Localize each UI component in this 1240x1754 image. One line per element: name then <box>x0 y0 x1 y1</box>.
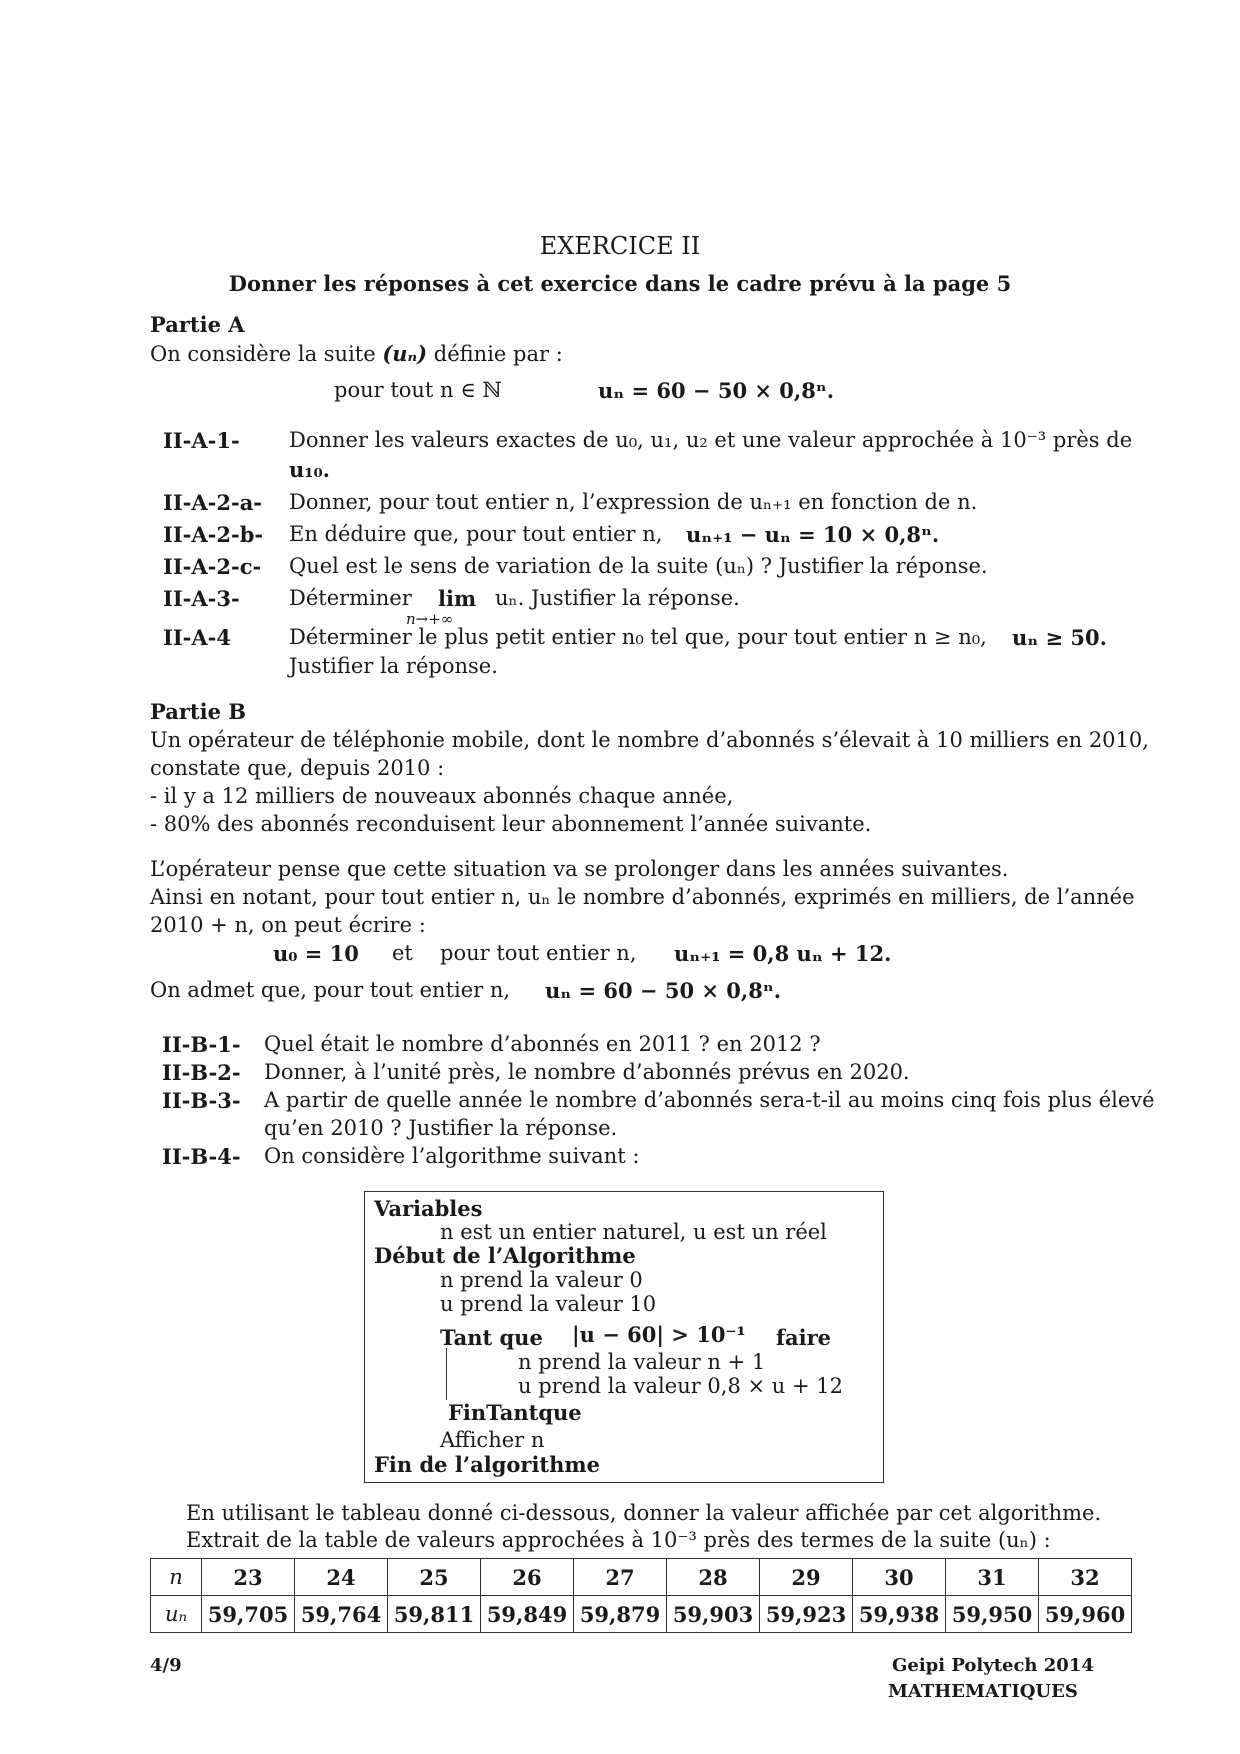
table-cell: 59,960 <box>1039 1596 1132 1633</box>
recurrence-et: et <box>392 941 413 965</box>
question-formula: uₙ₊₁ − uₙ = 10 × 0,8ⁿ. <box>686 522 940 547</box>
question-text: Donner, pour tout entier n, l’expression de uₙ₊₁ en fonction de n. <box>289 490 978 514</box>
table-cell: 23 <box>202 1559 295 1596</box>
table-cell: 31 <box>946 1559 1039 1596</box>
question-label: II-B-1- <box>162 1032 241 1057</box>
limit-symbol: lim <box>438 586 477 611</box>
part-a-heading: Partie A <box>150 312 245 337</box>
table-row <box>151 1596 1132 1633</box>
question-label: II-B-2- <box>162 1060 241 1085</box>
admit-text: On admet que, pour tout entier n, <box>150 978 511 1002</box>
table-cell: 59,950 <box>946 1596 1039 1633</box>
question-label: II-B-3- <box>162 1088 241 1113</box>
algo-loop-bar <box>446 1348 447 1400</box>
part-b-paragraph: constate que, depuis 2010 : <box>150 756 445 780</box>
algo-line: n prend la valeur n + 1 <box>518 1350 766 1374</box>
question-label: II-B-4- <box>162 1144 241 1169</box>
question-label: II-A-4 <box>163 625 231 650</box>
table-cell: 27 <box>574 1559 667 1596</box>
part-b-heading: Partie B <box>150 699 246 724</box>
question-label: II-A-2-c- <box>163 554 262 579</box>
after-text: En utilisant le tableau donné ci-dessous, donner la valeur affichée par cet algorithme. <box>186 1501 1102 1525</box>
table-cell: 59,923 <box>760 1596 853 1633</box>
question-label: II-A-3- <box>163 586 240 611</box>
question-label: II-A-2-b- <box>163 522 264 547</box>
exercise-title: EXERCICE II <box>539 232 701 260</box>
part-b-paragraph: Ainsi en notant, pour tout entier n, uₙ le nombre d’abonnés, exprimés en milliers, de l’année <box>150 885 1135 909</box>
table-cell: 59,764 <box>295 1596 388 1633</box>
exercise-subtitle: Donner les réponses à cet exercice dans le cadre prévu à la page 5 <box>228 271 1012 296</box>
algo-while-condition: |u − 60| > 10⁻¹ <box>572 1322 746 1347</box>
algo-while-keyword: Tant que <box>440 1325 543 1350</box>
question-text: Donner, à l’unité près, le nombre d’abonnés prévus en 2020. <box>264 1060 910 1084</box>
table-cell: 24 <box>295 1559 388 1596</box>
question-text-cont: Justifier la réponse. <box>289 654 498 678</box>
part-b-paragraph: Un opérateur de téléphonie mobile, dont le nombre d’abonnés s’élevait à 10 milliers en 2010, <box>150 728 1149 752</box>
table-row-head: n <box>151 1559 202 1596</box>
question-label: II-A-1- <box>163 428 240 453</box>
algo-line: n est un entier naturel, u est un réel <box>440 1220 827 1244</box>
part-b-paragraph: 2010 + n, on peut écrire : <box>150 913 426 937</box>
question-formula: uₙ ≥ 50. <box>1012 625 1107 650</box>
table-cell: 59,705 <box>202 1596 295 1633</box>
question-label: II-A-2-a- <box>163 490 263 515</box>
table-cell: 28 <box>667 1559 760 1596</box>
recurrence-formula: uₙ₊₁ = 0,8 uₙ + 12. <box>674 941 892 966</box>
table-cell: 25 <box>388 1559 481 1596</box>
question-text-post: uₙ. Justifier la réponse. <box>495 586 740 610</box>
question-text-cont: qu’en 2010 ? Justifier la réponse. <box>264 1116 618 1140</box>
table-cell: 29 <box>760 1559 853 1596</box>
footer-subject: MATHEMATIQUES <box>888 1681 1078 1702</box>
question-text: Quel était le nombre d’abonnés en 2011 ? en 2012 ? <box>264 1032 821 1056</box>
algo-while-do: faire <box>776 1325 832 1350</box>
part-a-def-formula: uₙ = 60 − 50 × 0,8ⁿ. <box>598 378 835 403</box>
table-row-head: uₙ <box>151 1596 202 1633</box>
table-cell: 30 <box>853 1559 946 1596</box>
recurrence-u0: u₀ = 10 <box>273 941 359 966</box>
table-cell: 59,938 <box>853 1596 946 1633</box>
table-cell: 59,849 <box>481 1596 574 1633</box>
footer-source: Geipi Polytech 2014 <box>892 1655 1094 1676</box>
part-a-def-left: pour tout n ∈ ℕ <box>334 378 502 402</box>
question-text: A partir de quelle année le nombre d’abonnés sera-t-il au moins cinq fois plus élevé <box>264 1088 1155 1112</box>
admit-formula: uₙ = 60 − 50 × 0,8ⁿ. <box>545 978 782 1003</box>
limit-subscript: n→+∞ <box>406 610 454 628</box>
algo-variables-heading: Variables <box>374 1196 483 1221</box>
after-text: Extrait de la table de valeurs approchées à 10⁻³ près des termes de la suite (uₙ) : <box>186 1528 1051 1552</box>
recurrence-text: pour tout entier n, <box>440 941 637 965</box>
table-cell: 59,903 <box>667 1596 760 1633</box>
algo-line: Afficher n <box>440 1428 545 1452</box>
algo-start-heading: Début de l’Algorithme <box>374 1243 636 1268</box>
values-table <box>150 1558 1132 1633</box>
table-row <box>151 1559 1132 1596</box>
table-cell: 32 <box>1039 1559 1132 1596</box>
page-number: 4/9 <box>150 1655 182 1676</box>
algo-line: u prend la valeur 10 <box>440 1292 657 1316</box>
algo-line: n prend la valeur 0 <box>440 1268 643 1292</box>
algo-end: Fin de l’algorithme <box>374 1452 600 1477</box>
question-text: En déduire que, pour tout entier n, <box>289 522 663 546</box>
question-text: Déterminer <box>289 586 412 610</box>
table-cell: 59,879 <box>574 1596 667 1633</box>
question-text: Quel est le sens de variation de la suite (uₙ) ? Justifier la réponse. <box>289 554 988 578</box>
part-b-paragraph: L’opérateur pense que cette situation va se prolonger dans les années suivantes. <box>150 857 1009 881</box>
question-text-cont: u₁₀. <box>289 457 330 482</box>
question-text: Donner les valeurs exactes de u₀, u₁, u₂ et une valeur approchée à 10⁻³ près de <box>289 428 1133 452</box>
algo-endwhile: FinTantque <box>448 1400 582 1425</box>
table-cell: 26 <box>481 1559 574 1596</box>
algo-line: u prend la valeur 0,8 × u + 12 <box>518 1374 843 1398</box>
part-a-intro: On considère la suite (uₙ) définie par : <box>150 341 563 366</box>
question-text: Déterminer le plus petit entier n₀ tel que, pour tout entier n ≥ n₀, <box>289 625 987 649</box>
table-cell: 59,811 <box>388 1596 481 1633</box>
question-text: On considère l’algorithme suivant : <box>264 1144 640 1168</box>
part-b-paragraph: - il y a 12 milliers de nouveaux abonnés chaque année, <box>150 784 734 808</box>
part-b-paragraph: - 80% des abonnés reconduisent leur abonnement l’année suivante. <box>150 812 872 836</box>
